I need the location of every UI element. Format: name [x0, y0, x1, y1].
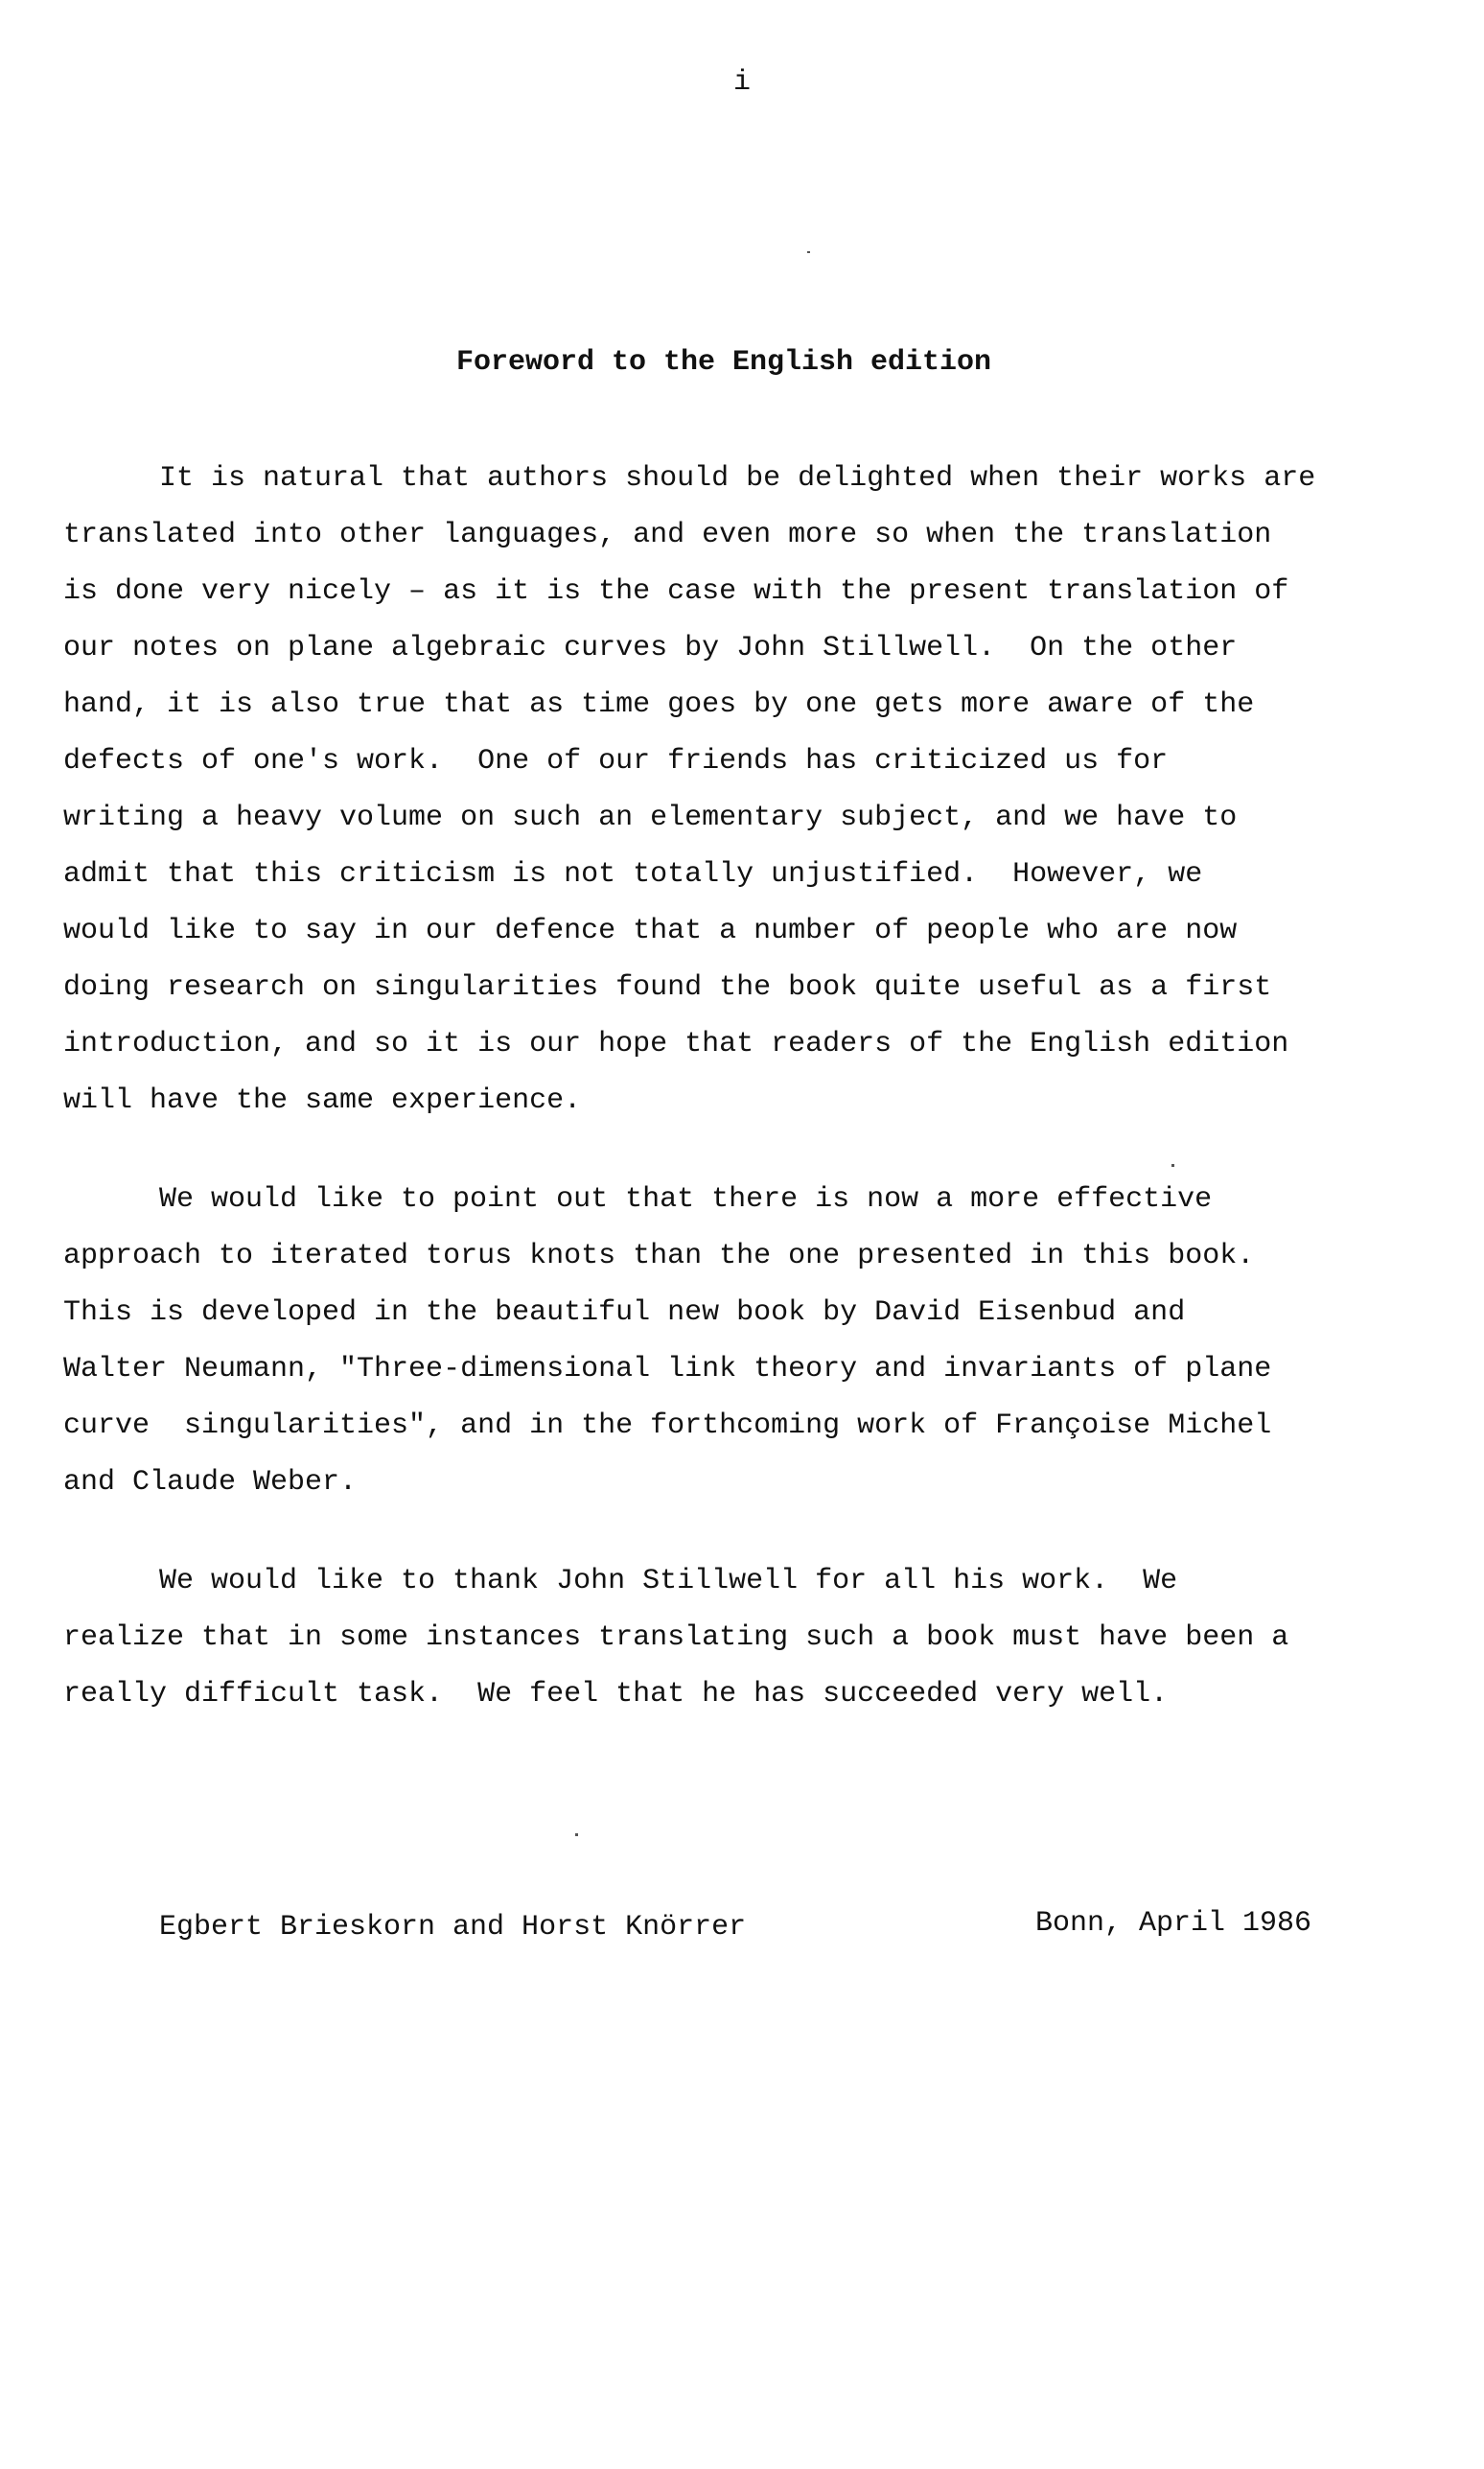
paragraph-line: It is natural that authors should be delighted when their works are [159, 462, 1316, 495]
paragraph-line: We would like to point out that there is now a more effective [159, 1183, 1213, 1216]
paragraph-line: translated into other languages, and even more so when the translation [63, 519, 1272, 551]
page-number: i [732, 66, 751, 99]
paragraph-3 [63, 1553, 1444, 1723]
paragraph-line: curve singularities", and in the forthcoming work of Françoise Michel [63, 1409, 1272, 1442]
paragraph-line: would like to say in our defence that a number of people who are now [63, 915, 1238, 947]
paragraph-line: hand, it is also true that as time goes by one gets more aware of the [63, 688, 1255, 721]
paragraph-line: introduction, and so it is our hope that readers of the English edition [63, 1028, 1289, 1060]
paragraph-line: really difficult task. We feel that he has succeeded very well. [63, 1678, 1169, 1711]
paragraph-line: is done very nicely – as it is the case with the present translation of [63, 575, 1289, 608]
paragraph-line: writing a heavy volume on such an elementary subject, and we have to [63, 802, 1238, 834]
signature-place-date: Bonn, April 1986 [1035, 1907, 1312, 1940]
paragraph-line: approach to iterated torus knots than the one presented in this book. [63, 1240, 1255, 1272]
signature-authors: Egbert Brieskorn and Horst Knörrer [159, 1911, 747, 1944]
paragraph-line: our notes on plane algebraic curves by John Stillwell. On the other [63, 632, 1238, 664]
paragraph-line: We would like to thank John Stillwell for all his work. We [159, 1565, 1178, 1597]
scan-speck [575, 1833, 578, 1836]
paragraph-1 [63, 451, 1444, 1130]
paragraph-line: realize that in some instances translating such a book must have been a [63, 1621, 1289, 1654]
scan-speck [1171, 1164, 1174, 1167]
scan-speck [807, 251, 810, 253]
paragraph-2 [63, 1172, 1444, 1511]
foreword-heading: Foreword to the English edition [455, 346, 992, 379]
paragraph-line: and Claude Weber. [63, 1466, 358, 1499]
paragraph-line: defects of one's work. One of our friends has criticized us for [63, 745, 1169, 778]
paragraph-line: Walter Neumann, "Three-dimensional link theory and invariants of plane [63, 1353, 1272, 1386]
paragraph-line: will have the same experience. [63, 1084, 582, 1117]
paragraph-line: admit that this criticism is not totally unjustified. However, we [63, 858, 1203, 891]
paragraph-line: doing research on singularities found the book quite useful as a first [63, 971, 1272, 1004]
paragraph-line: This is developed in the beautiful new book by David Eisenbud and [63, 1296, 1186, 1329]
